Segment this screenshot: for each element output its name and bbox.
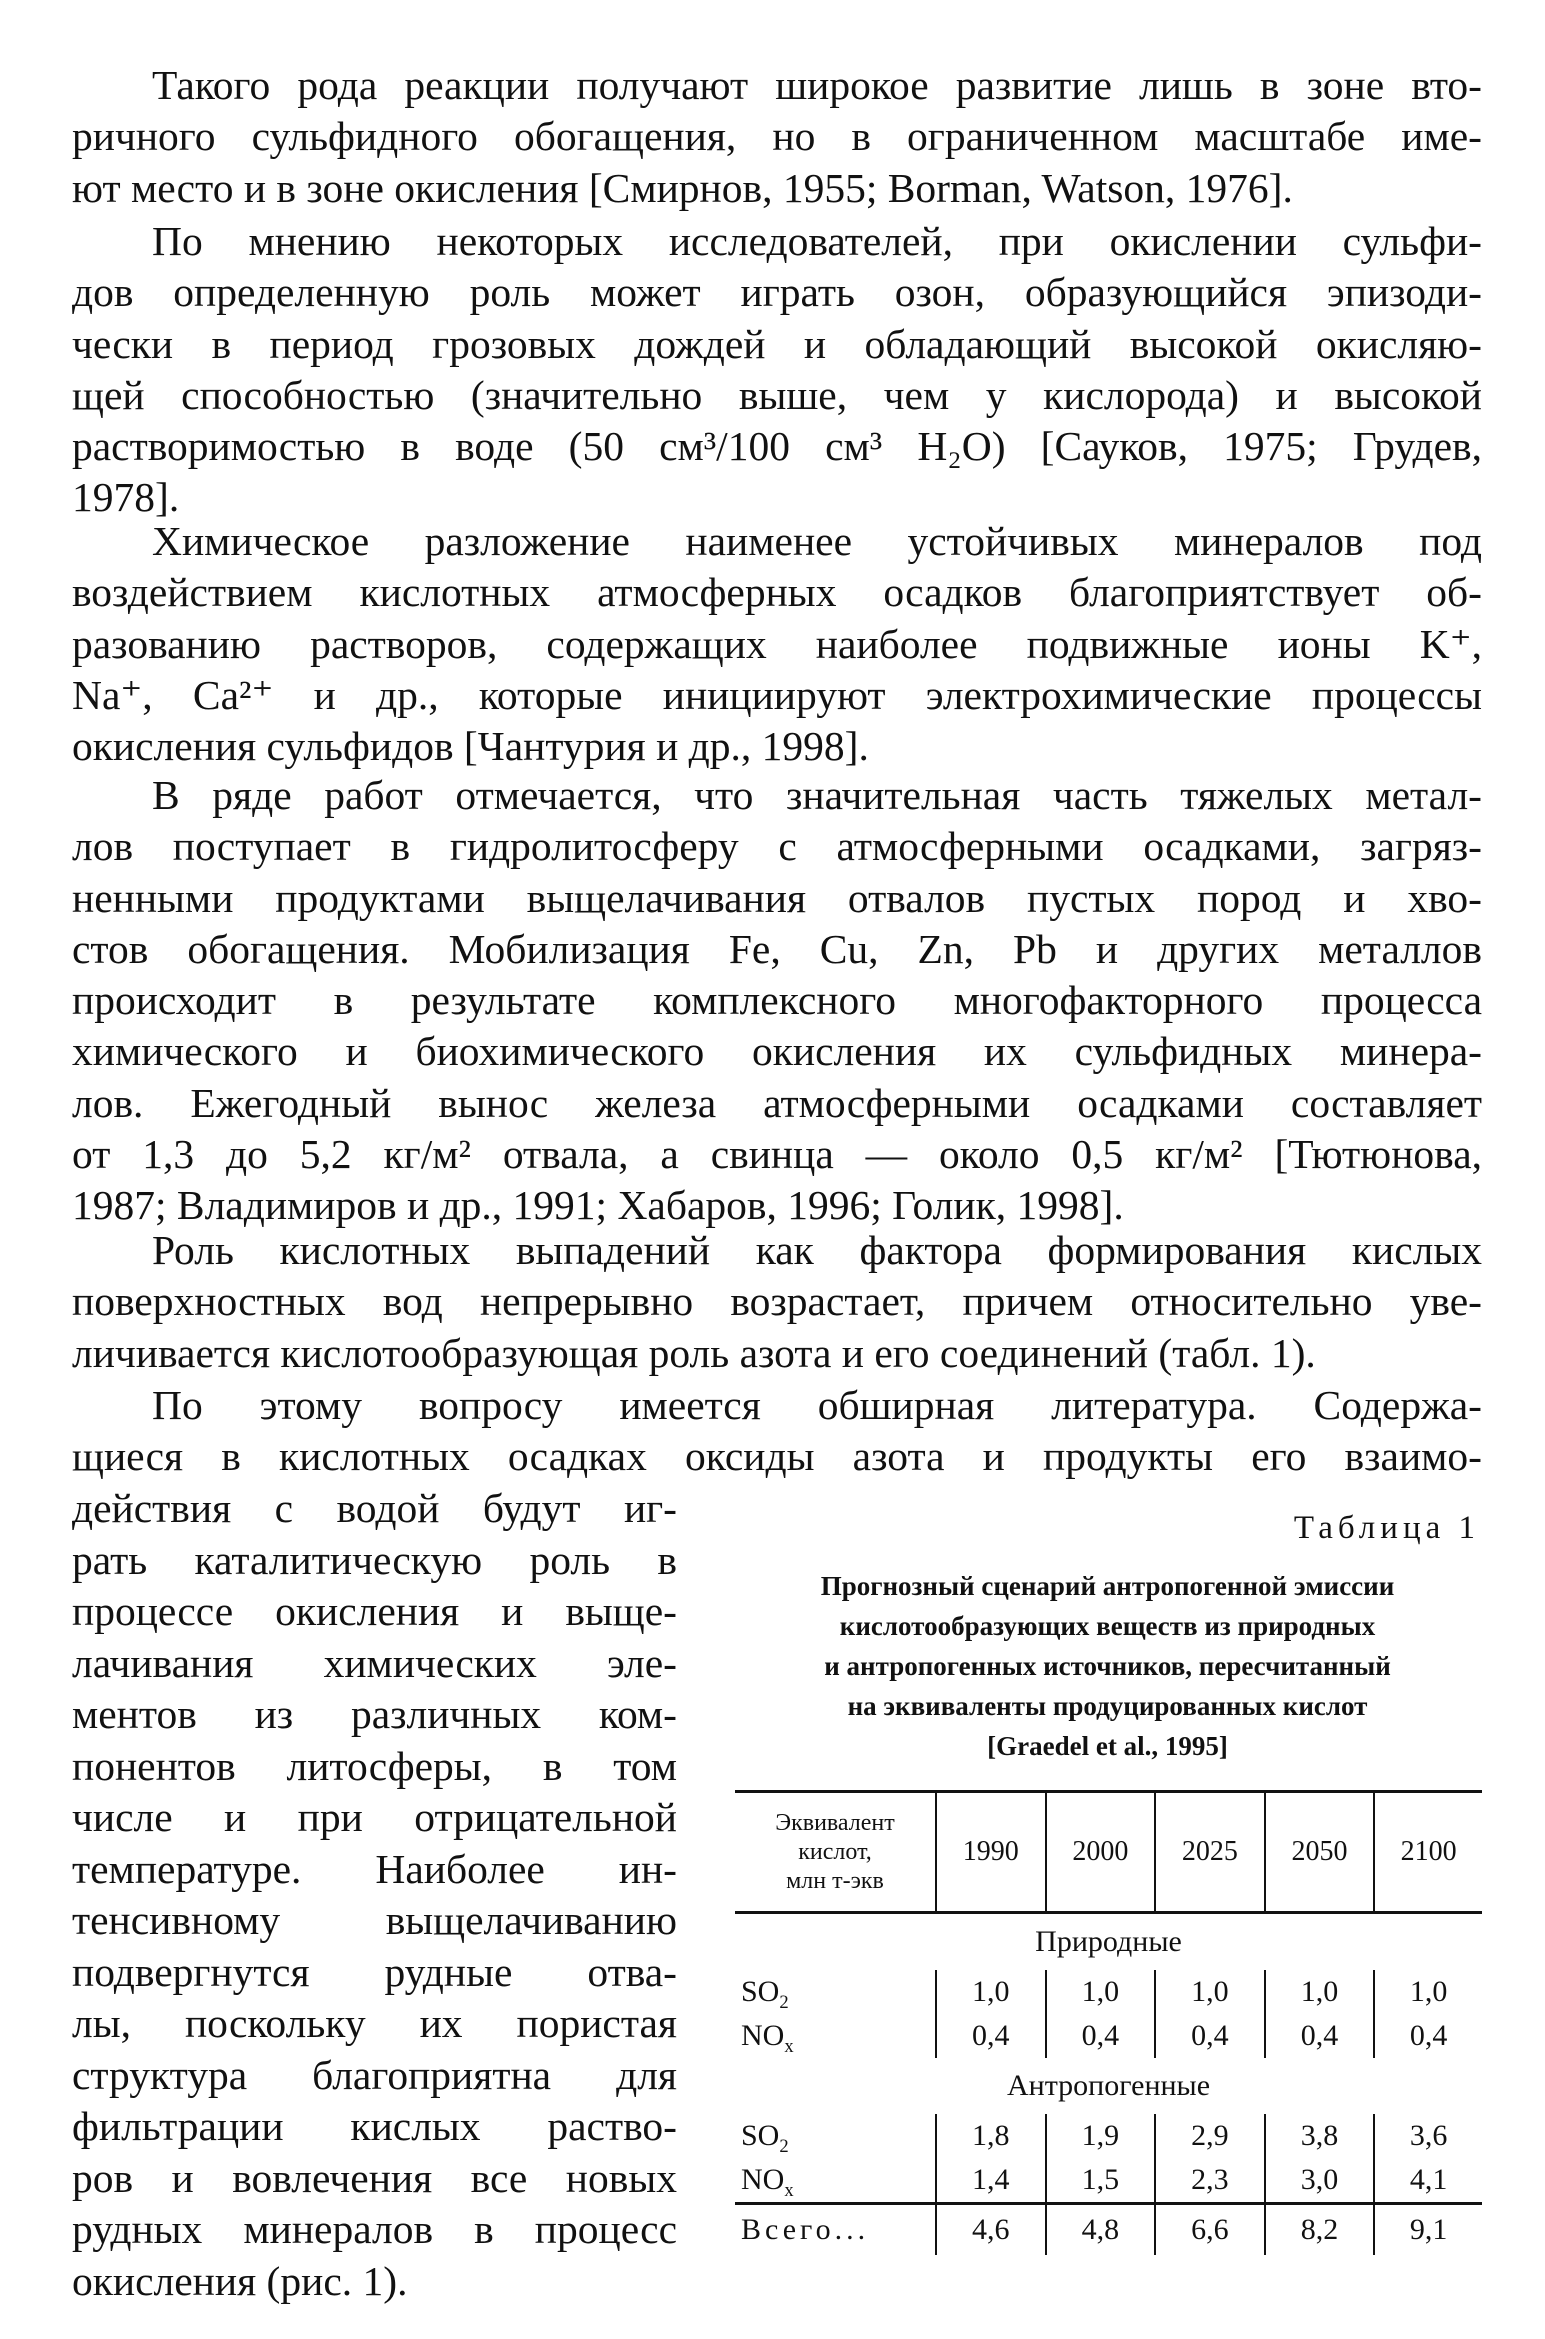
text-line: происходит в результате комплексного многофакторного процесса	[72, 977, 1482, 1024]
value-cell: 0,4	[1374, 2014, 1482, 2058]
paragraph-5	[72, 1225, 1482, 1379]
value-cell: 0,4	[1265, 2014, 1375, 2058]
year-header: 2025	[1155, 1792, 1265, 1913]
value-cell: 1,0	[1046, 1970, 1156, 2014]
text-line: воздействием кислотных атмосферных осадков благоприятствует об-	[72, 569, 1482, 616]
value-cell: 1,8	[936, 2114, 1046, 2158]
paragraph-6	[72, 1380, 1482, 1483]
text-line: подвергнутся рудные отва-	[72, 1948, 677, 1995]
emissions-table	[735, 1790, 1482, 2255]
text-line: В ряде работ отмечается, что значительная часть тяжелых метал-	[152, 772, 1482, 818]
table-row	[735, 1970, 1482, 2014]
table-title	[735, 1566, 1480, 1766]
text-line: разованию растворов, содержащих наиболее подвижные ионы K⁺,	[72, 620, 1482, 667]
text-line: Химическое разложение наименее устойчивых минералов под	[152, 518, 1482, 564]
row-label	[735, 2014, 936, 2058]
row-label	[735, 2114, 936, 2158]
header-line: Эквивалент	[775, 1809, 895, 1836]
total-value-cell: 8,2	[1265, 2204, 1375, 2256]
table-row	[735, 2114, 1482, 2158]
text-line: фильтрации кислых раство-	[72, 2103, 677, 2149]
table-title-line: и антропогенных источников, пересчитанный	[824, 1651, 1391, 1681]
value-cell: 1,5	[1046, 2158, 1156, 2204]
value-cell: 4,1	[1374, 2158, 1482, 2204]
table-title-line: кислотообразующих веществ из природных	[839, 1611, 1376, 1641]
value-cell: 0,4	[1155, 2014, 1265, 2058]
paragraph-4	[72, 770, 1482, 1232]
text-line: числе и при отрицательной	[72, 1794, 677, 1840]
value-cell: 1,0	[936, 1970, 1046, 2014]
row-label-main: SO	[741, 1975, 780, 2008]
text-line: щиеся в кислотных осадках оксиды азота и продукты его взаимо-	[72, 1433, 1482, 1480]
table-title-line: [Graedel et al., 1995]	[987, 1731, 1228, 1761]
value-cell: 3,0	[1265, 2158, 1375, 2204]
row-label	[735, 1970, 936, 2014]
text-line: чески в период грозовых дождей и обладающий высокой окисляю-	[72, 320, 1482, 367]
table-row	[735, 2014, 1482, 2058]
text-line: личивается кислотообразующая роль азота и его соединений (табл. 1).	[72, 1329, 1316, 1376]
paragraph-2	[72, 216, 1482, 524]
row-label-sub: 2	[779, 1992, 789, 2013]
group-label: Антропогенные	[1006, 2069, 1211, 2102]
table-header-row	[735, 1792, 1482, 1913]
text-line: ричного сульфидного обогащения, но в ограниченном масштабе име-	[72, 113, 1482, 160]
paragraph-1	[72, 60, 1482, 214]
total-value-cell: 4,8	[1046, 2204, 1156, 2256]
total-row	[735, 2204, 1482, 2256]
table-title-line: на эквиваленты продуцированных кислот	[847, 1691, 1368, 1721]
value-cell: 0,4	[1046, 2014, 1156, 2058]
header-line: кислот,	[798, 1838, 872, 1865]
text-line: ют место и в зоне окисления [Смирнов, 1955; Borman, Watson, 1976].	[72, 164, 1293, 211]
value-cell: 1,9	[1046, 2114, 1156, 2158]
header-label-cell	[735, 1792, 936, 1913]
value-cell: 1,0	[1155, 1970, 1265, 2014]
value-cell: 0,4	[936, 2014, 1046, 2058]
text-line: окисления сульфидов [Чантурия и др., 1998].	[72, 723, 869, 770]
year-header: 1990	[936, 1792, 1046, 1913]
year-header: 2100	[1374, 1792, 1482, 1913]
year-header: 2050	[1265, 1792, 1375, 1913]
text-line: 1987; Владимиров и др., 1991; Хабаров, 1996; Голик, 1998].	[72, 1182, 1124, 1229]
group-row-natural	[735, 1913, 1482, 1971]
text-line: химического и биохимического окисления их сульфидных минера-	[72, 1028, 1482, 1075]
row-label-main: SO	[741, 2119, 780, 2152]
text-line: рать каталитическую роль в	[72, 1536, 677, 1583]
text-line: ненными продуктами выщелачивания отвалов пустых пород и хво-	[72, 874, 1482, 921]
paragraph-3	[72, 516, 1482, 772]
text-line: от 1,3 до 5,2 кг/м² отвала, а свинца — около 0,5 кг/м² [Тютюнова,	[72, 1131, 1482, 1178]
group-row-anthropogenic	[735, 2058, 1482, 2114]
header-line: млн т-экв	[786, 1867, 884, 1894]
text-line: ментов из различных ком-	[72, 1691, 677, 1737]
total-value-cell: 9,1	[1374, 2204, 1482, 2256]
text-line: Роль кислотных выпадений как фактора формирования кислых	[152, 1227, 1482, 1273]
text-line: рудных минералов в процесс	[72, 2206, 677, 2252]
text-line: действия с водой будут иг-	[72, 1485, 677, 1531]
text-line: температуре. Наиболее ин-	[72, 1845, 677, 1892]
table-number: Таблица 1	[1293, 1510, 1480, 1546]
total-value-cell: 4,6	[936, 2204, 1046, 2256]
text-line: стов обогащения. Мобилизация Fe, Cu, Zn, Pb и других металлов	[72, 925, 1482, 972]
value-cell: 2,9	[1155, 2114, 1265, 2158]
total-value-cell: 6,6	[1155, 2204, 1265, 2256]
text-line: лы, поскольку их пористая	[72, 2000, 677, 2046]
text-line: структура благоприятна для	[72, 2051, 677, 2098]
row-label	[735, 2158, 936, 2204]
row-label-main: NO	[741, 2019, 785, 2052]
text-line: процессе окисления и выще-	[72, 1588, 677, 1634]
table-row	[735, 2158, 1482, 2204]
text-line: лов поступает в гидролитосферу с атмосферными осадками, загряз-	[72, 823, 1482, 870]
year-header: 2000	[1046, 1792, 1156, 1913]
value-cell: 3,6	[1374, 2114, 1482, 2158]
text-line: дов определенную роль может играть озон, образующийся эпизоди-	[72, 269, 1482, 316]
table-caption	[735, 1508, 1480, 1766]
text-line: окисления (рис. 1).	[72, 2257, 408, 2304]
text-line: растворимостью в воде (50 см³/100 см³ H₂O) [Сауков, 1975; Грудев,	[72, 423, 1482, 470]
value-cell: 2,3	[1155, 2158, 1265, 2204]
text-line: По этому вопросу имеется обширная литература. Содержа-	[152, 1382, 1482, 1428]
text-line: щей способностью (значительно выше, чем у кислорода) и высокой	[72, 371, 1482, 418]
value-cell: 3,8	[1265, 2114, 1375, 2158]
row-label-sub: 2	[779, 2136, 789, 2157]
text-line: лачивания химических эле-	[72, 1639, 677, 1686]
row-label-sub: x	[784, 2036, 794, 2057]
text-line: лов. Ежегодный вынос железа атмосферными осадками составляет	[72, 1079, 1482, 1126]
text-line: Такого рода реакции получают широкое развитие лишь в зоне вто-	[152, 62, 1482, 108]
text-line: Na⁺, Ca²⁺ и др., которые инициируют электрохимические процессы	[72, 671, 1482, 718]
text-line: поверхностных вод непрерывно возрастает, причем относительно уве-	[72, 1278, 1482, 1325]
value-cell: 1,4	[936, 2158, 1046, 2204]
row-label-main: NO	[741, 2163, 785, 2196]
group-label: Природные	[1035, 1925, 1182, 1958]
text-line: тенсивному выщелачиванию	[72, 1897, 677, 1943]
table-title-line: Прогнозный сценарий антропогенной эмиссии	[820, 1571, 1395, 1601]
value-cell: 1,0	[1374, 1970, 1482, 2014]
text-line: 1978].	[72, 474, 180, 521]
wrapped-text-column	[72, 1483, 677, 2307]
total-label: Всего...	[735, 2204, 936, 2256]
text-line: понентов литосферы, в том	[72, 1742, 677, 1789]
text-line: ров и вовлечения все новых	[72, 2154, 677, 2201]
text-line: По мнению некоторых исследователей, при окислении сульфи-	[152, 218, 1482, 264]
row-label-sub: x	[784, 2180, 794, 2201]
value-cell: 1,0	[1265, 1970, 1375, 2014]
